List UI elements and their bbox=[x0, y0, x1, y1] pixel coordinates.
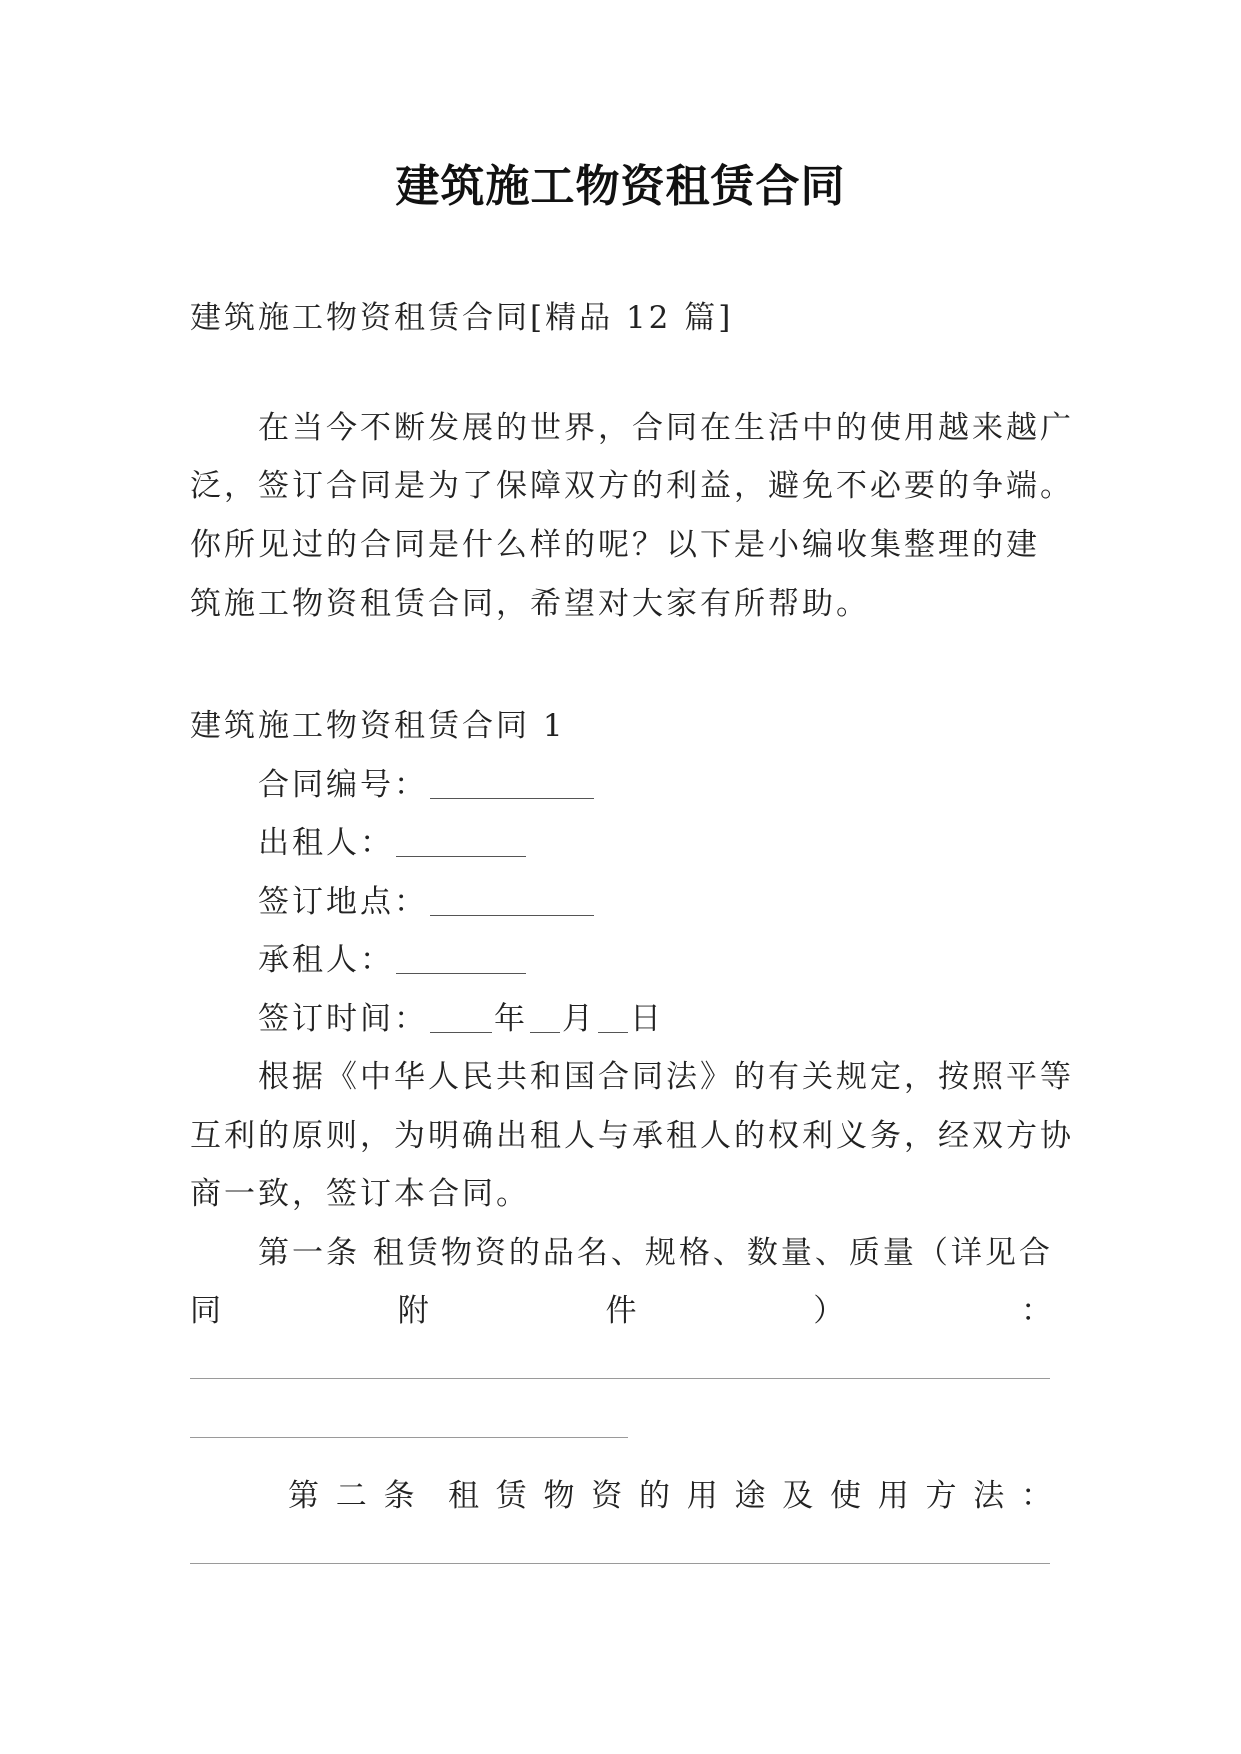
article-2-char: 第 bbox=[288, 1478, 319, 1514]
intro-line-1: 在当今不断发展的世界，合同在生活中的使用越来越广 bbox=[258, 410, 1074, 446]
month-blank bbox=[530, 1002, 560, 1033]
article-2-blank-line bbox=[190, 1563, 1050, 1564]
article-2-char: 的 bbox=[639, 1478, 670, 1514]
article-1-char: ） bbox=[813, 1293, 845, 1329]
intro-line-2: 泛，签订合同是为了保障双方的利益，避免不必要的争端。 bbox=[190, 468, 1074, 504]
lessor-label: 出租人： bbox=[258, 825, 394, 861]
document-subtitle: 建筑施工物资租赁合同[精品 12 篇] bbox=[190, 300, 734, 336]
contract-no-label: 合同编号： bbox=[258, 767, 428, 803]
article-2-char: 赁 bbox=[495, 1478, 527, 1514]
article-2-char: 及 bbox=[782, 1478, 814, 1514]
contract-no-blank bbox=[430, 768, 594, 799]
sign-time-label: 签订时间： bbox=[258, 1001, 428, 1037]
year-label: 年 bbox=[494, 1001, 528, 1037]
sign-time-field bbox=[258, 999, 664, 1039]
article-2-char: 二 bbox=[335, 1478, 367, 1514]
basis-line-2: 互利的原则，为明确出租人与承租人的权利义务，经双方协 bbox=[190, 1118, 1074, 1154]
article-1-char: 件 bbox=[605, 1293, 637, 1329]
lessee-label: 承租人： bbox=[258, 942, 394, 978]
sign-place-label: 签订地点： bbox=[258, 884, 428, 920]
year-blank bbox=[430, 1002, 492, 1033]
lessor-blank bbox=[396, 826, 526, 857]
article-2-char: 资 bbox=[591, 1478, 623, 1514]
article-2-char: 方 bbox=[925, 1478, 957, 1514]
month-label: 月 bbox=[562, 1001, 596, 1037]
day-blank bbox=[598, 1002, 628, 1033]
sign-place-field bbox=[258, 882, 596, 922]
document-title: 建筑施工物资租赁合同 bbox=[395, 161, 846, 212]
article-2-char: 租 bbox=[448, 1478, 479, 1514]
article-2-char: 使 bbox=[830, 1478, 861, 1514]
intro-line-3: 你所见过的合同是什么样的呢？以下是小编收集整理的建 bbox=[190, 527, 1040, 563]
article-2-char: 法 bbox=[973, 1478, 1005, 1514]
lessor-field bbox=[258, 823, 528, 863]
article-2-char: 条 bbox=[383, 1478, 415, 1514]
article-2-char: ： bbox=[1021, 1478, 1052, 1514]
article-1-char: ： bbox=[1021, 1293, 1052, 1329]
basis-line-1: 根据《中华人民共和国合同法》的有关规定，按照平等 bbox=[258, 1059, 1074, 1095]
section-heading: 建筑施工物资租赁合同 1 bbox=[190, 708, 566, 744]
basis-line-3: 商一致，签订本合同。 bbox=[190, 1176, 530, 1212]
article-1-blank-line-1 bbox=[190, 1378, 1050, 1379]
article-1-line-1: 第一条 租赁物资的品名、规格、数量、质量（详见合 bbox=[258, 1235, 1053, 1271]
intro-line-4: 筑施工物资租赁合同，希望对大家有所帮助。 bbox=[190, 586, 870, 622]
article-2-char: 用 bbox=[877, 1478, 909, 1514]
article-1-line-2 bbox=[190, 1291, 1052, 1331]
contract-no-field bbox=[258, 765, 596, 805]
lessee-field bbox=[258, 940, 528, 980]
day-label: 日 bbox=[630, 1001, 664, 1037]
sign-place-blank bbox=[430, 885, 594, 916]
article-2-line bbox=[288, 1476, 1052, 1516]
article-1-blank-line-2 bbox=[190, 1437, 628, 1438]
article-1-char: 同 bbox=[190, 1293, 221, 1329]
article-2-char: 用 bbox=[686, 1478, 718, 1514]
article-2-char: 途 bbox=[734, 1478, 766, 1514]
article-2-char: 物 bbox=[543, 1478, 575, 1514]
article-1-char: 附 bbox=[397, 1293, 429, 1329]
lessee-blank bbox=[396, 943, 526, 974]
